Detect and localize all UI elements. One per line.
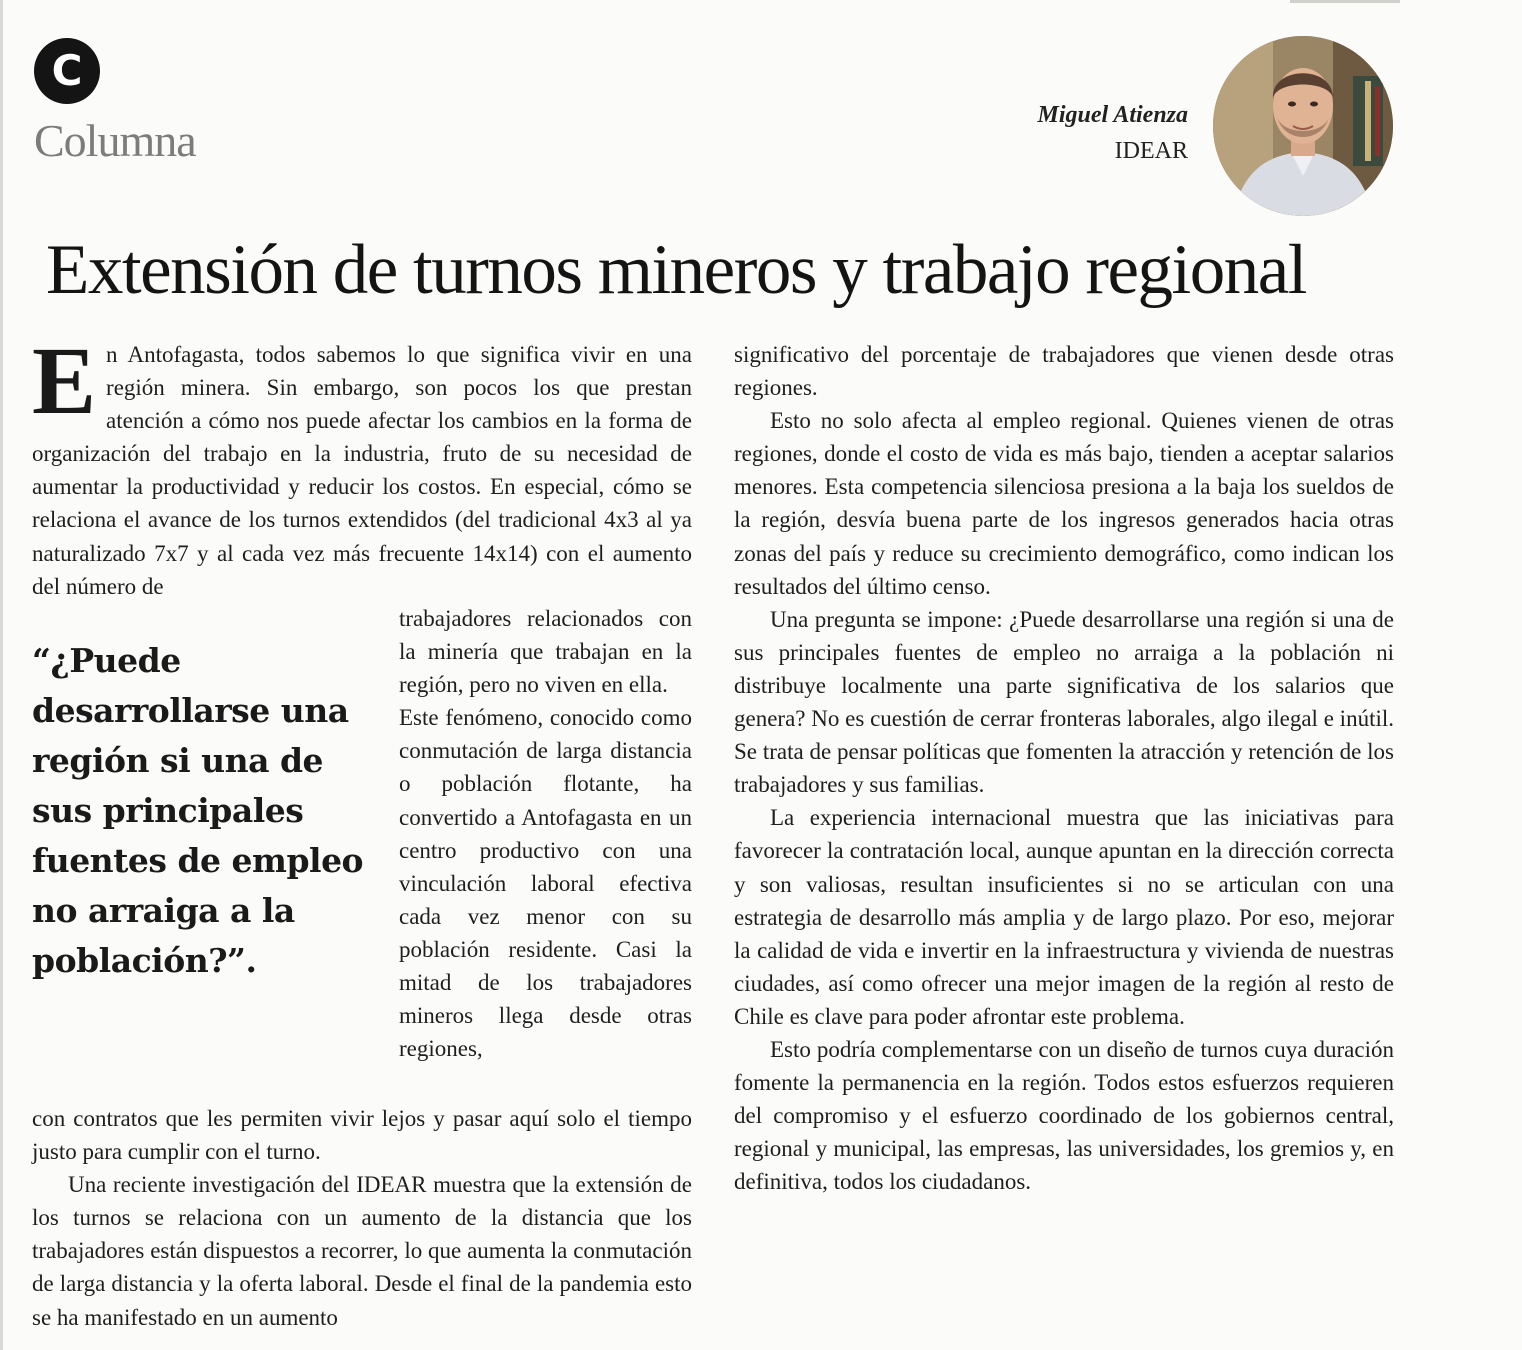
section-badge: C — [34, 38, 100, 104]
paragraph-2: Este fenómeno, conocido como conmutación de larga distancia o población flotante, ha convertido a Antofagasta en un centro productivo con una vinculación laboral efectiva cada vez menor con su población residente. Casi la mitad de los trabajadores mineros llega desde otras regiones, — [399, 705, 692, 1062]
headline: Extensión de turnos mineros y trabajo regional — [46, 231, 1306, 309]
paragraph-1-text: n Antofagasta, todos sabemos lo que significa vivir en una región minera. Sin embargo, son pocos los que prestan atención a cómo nos puede afectar los cambios en la forma de organización del trabajo en la industria, fruto de su necesidad de aumentar la productividad y reducir los costos. En especial, cómo se relaciona el avance de los turnos extendidos (del tradicional 4x3 al ya naturalizado 7x7 y al cada vez más frecuente 14x14) con el aumento del número de — [32, 342, 692, 599]
section-label: Columna — [34, 115, 196, 166]
author-portrait — [1213, 36, 1393, 216]
article-column-right — [734, 338, 1394, 1198]
paragraph-2-end: con contratos que les permiten vivir lejos y pasar aquí solo el tiempo justo para cumplir con el turno. — [32, 1106, 692, 1165]
paragraph-1 — [32, 327, 692, 603]
author-portrait-image — [1213, 36, 1393, 216]
paragraph-5: Una pregunta se impone: ¿Puede desarrollarse una región si una de sus principales fuentes de empleo no arraiga a la población ni distribuye localmente una parte significativa de los salarios que genera? No es cuestión de cerrar fronteras laborales, algo ilegal e inútil. Se trata de pensar políticas que fomenten la atracción y retención de los trabajadores y sus familias. — [734, 606, 1394, 798]
dropcap: E — [32, 327, 97, 434]
paragraph-1-continued: trabajadores relacionados con la minería que trabajan en la región, pero no viven en ella. — [399, 606, 692, 698]
author-organization: IDEAR — [1114, 138, 1188, 164]
pull-quote: “¿Puede desarrollarse una región si una de sus principales fuentes de empleo no arraiga a la población?”. — [32, 641, 364, 980]
article-column-left-top — [32, 327, 692, 603]
paragraph-3: Una reciente investigación del IDEAR muestra que la extensión de los turnos se relaciona con un aumento de la distancia que los trabajadores están dispuestos a recorrer, lo que aumenta la conmutación de larga distancia y la oferta laboral. Desde el final de la pandemia esto se ha manifestado en un aumento — [32, 1172, 692, 1330]
paragraph-7: Esto podría complementarse con un diseño de turnos cuya duración fomente la permanencia en la región. Todos estos esfuerzos requieren del compromiso y el esfuerzo coordinado de los gobiernos central, regional y municipal, las empresas, las universidades, los gremios y, en definitiva, todos los ciudadanos. — [734, 1036, 1394, 1195]
author-name: Miguel Atienza — [1037, 102, 1188, 128]
paragraph-6: La experiencia internacional muestra que las iniciativas para favorecer la contratación local, aunque apuntan en la dirección correcta y son valiosas, resultan insuficientes si no se articulan con una estrategia de desarrollo más amplia y de largo plazo. Por eso, mejorar la calidad de vida e invertir en la infraestructura y vivienda de nuestras ciudades, así como ofrecer una mejor imagen de la región al resto de Chile es clave para poder afrontar este problema. — [734, 805, 1394, 1029]
page-edge — [0, 0, 3, 1350]
paragraph-3-continued: significativo del porcentaje de trabajadores que vienen desde otras regiones. — [734, 342, 1394, 401]
page-edge-top — [1290, 0, 1400, 3]
paragraph-4: Esto no solo afecta al empleo regional. Quienes vienen de otras regiones, donde el costo de vida es más bajo, tienden a aceptar salarios menores. Esta competencia silenciosa presiona a la baja los sueldos de la región, desvía buena parte de los ingresos generados hacia otras zonas del país y reduce su crecimiento demográfico, como indican los resultados del último censo. — [734, 408, 1394, 599]
article-column-left-bottom — [32, 1102, 692, 1334]
article-column-left-narrow — [399, 602, 692, 1065]
